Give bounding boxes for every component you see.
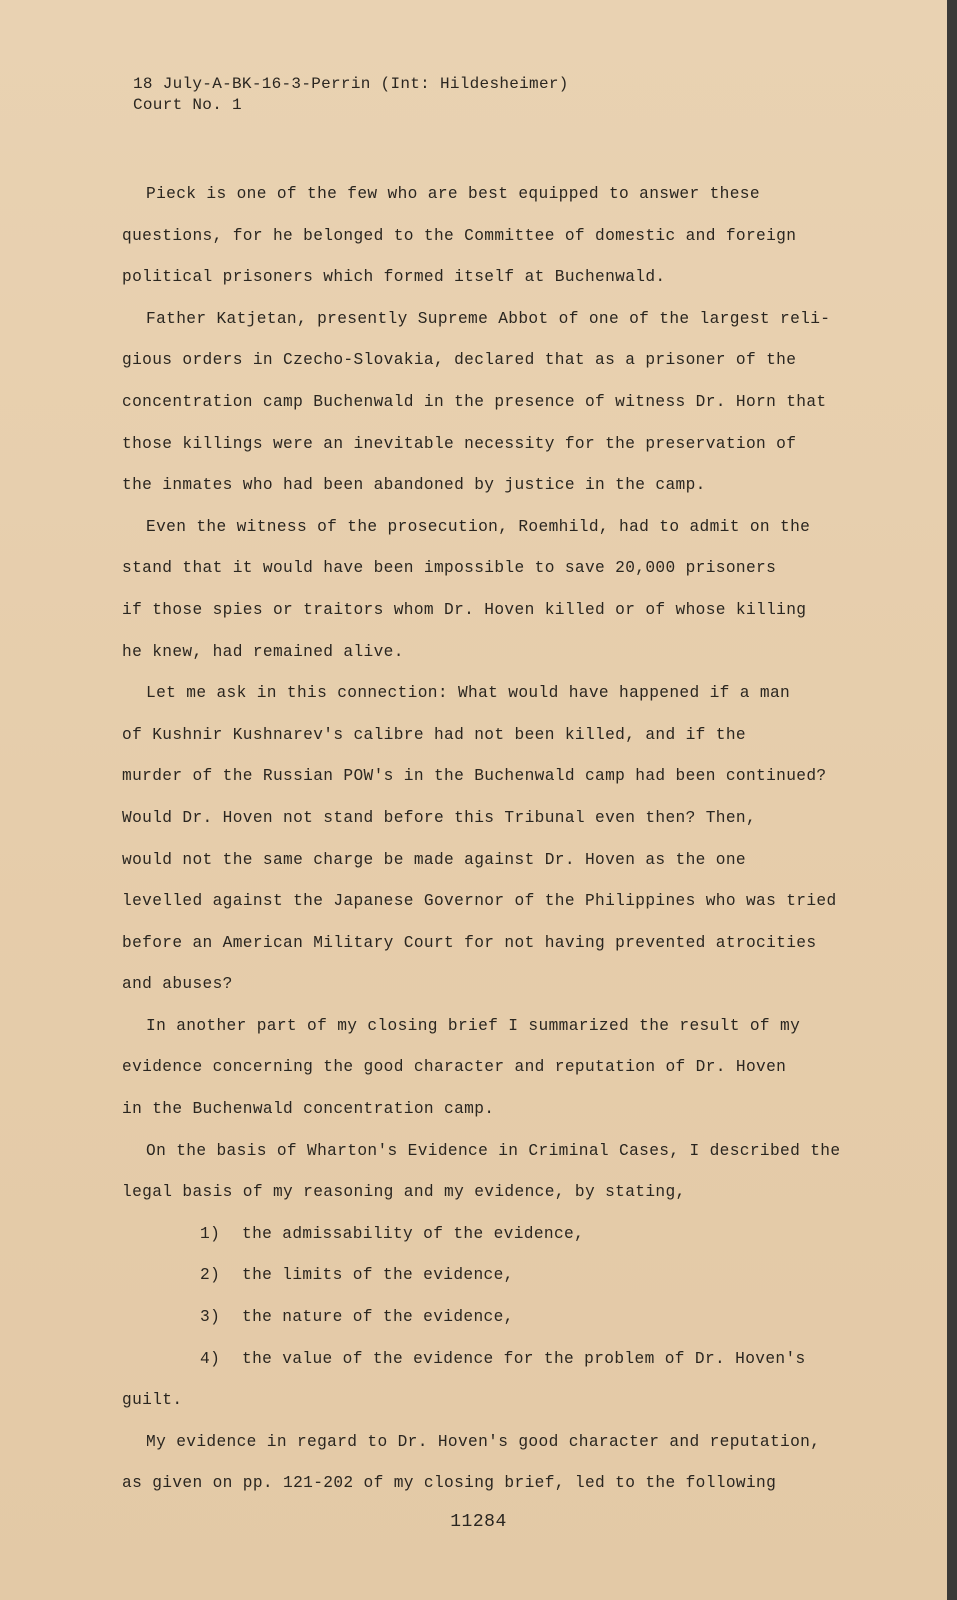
list-item (122, 1255, 862, 1297)
text-line: My evidence in regard to Dr. Hoven's good character and reputation, (146, 1432, 821, 1451)
text-line: Would Dr. Hoven not stand before this Tribunal even then? Then, (122, 808, 757, 827)
text-line: as given on pp. 121-202 of my closing brief, led to the following (122, 1474, 777, 1493)
text-line: In another part of my closing brief I summarized the result of my (146, 1016, 801, 1035)
text-line: Even the witness of the prosecution, Roemhild, had to admit on the (146, 517, 811, 536)
list-item-number: 3) (200, 1308, 221, 1327)
text-line: levelled against the Japanese Governor of the Philippines who was tried (122, 892, 837, 911)
list-item-number: 2) (200, 1266, 221, 1285)
text-line: if those spies or traitors whom Dr. Hoven killed or of whose killing (122, 600, 807, 619)
text-line: gious orders in Czecho-Slovakia, declared that as a prisoner of the (122, 351, 797, 370)
text-line: Let me ask in this connection: What would have happened if a man (146, 684, 791, 703)
list-item-number: 4) (200, 1349, 221, 1368)
text-line: political prisoners which formed itself at Buchenwald. (122, 268, 666, 287)
text-line: stand that it would have been impossible to save 20,000 prisoners (122, 559, 777, 578)
text-line: questions, for he belonged to the Committee of domestic and foreign (122, 226, 797, 245)
header-line-2: Court No. 1 (133, 96, 242, 114)
text-line: would not the same charge be made against Dr. Hoven as the one (122, 850, 746, 869)
text-line: those killings were an inevitable necessity for the preservation of (122, 434, 797, 453)
list-item-text: the nature of the evidence, (242, 1308, 514, 1327)
list-item (122, 1339, 862, 1381)
text-line: the inmates who had been abandoned by justice in the camp. (122, 476, 706, 495)
text-line: evidence concerning the good character and reputation of Dr. Hoven (122, 1058, 787, 1077)
list-item-text: the value of the evidence for the problem of Dr. Hoven's (242, 1349, 806, 1368)
document-header (133, 74, 569, 116)
list-item-text: the admissability of the evidence, (242, 1224, 585, 1243)
text-line: Pieck is one of the few who are best equipped to answer these (146, 185, 760, 203)
text-line: concentration camp Buchenwald in the presence of witness Dr. Horn that (122, 392, 827, 411)
list-item-number: 1) (200, 1224, 221, 1243)
text-line: and abuses? (122, 975, 233, 994)
scan-edge (947, 0, 957, 1600)
list-item (122, 1214, 862, 1256)
text-line: guilt. (122, 1391, 183, 1410)
text-line: of Kushnir Kushnarev's calibre had not been killed, and if the (122, 725, 746, 744)
text-line: he knew, had remained alive. (122, 642, 404, 661)
text-line: Father Katjetan, presently Supreme Abbot of one of the largest reli- (146, 309, 831, 328)
document-body (122, 174, 862, 1505)
list-item-text: the limits of the evidence, (242, 1266, 514, 1285)
text-line: murder of the Russian POW's in the Buchenwald camp had been continued? (122, 767, 827, 786)
text-line: On the basis of Wharton's Evidence in Criminal Cases, I described the (146, 1141, 841, 1160)
list-item (122, 1297, 862, 1339)
header-line-1: 18 July-A-BK-16-3-Perrin (Int: Hildesheimer) (133, 75, 569, 93)
text-line: in the Buchenwald concentration camp. (122, 1100, 495, 1119)
text-line: legal basis of my reasoning and my evidence, by stating, (122, 1183, 686, 1202)
page-number: 11284 (450, 1512, 507, 1532)
text-line: before an American Military Court for not having prevented atrocities (122, 933, 817, 952)
